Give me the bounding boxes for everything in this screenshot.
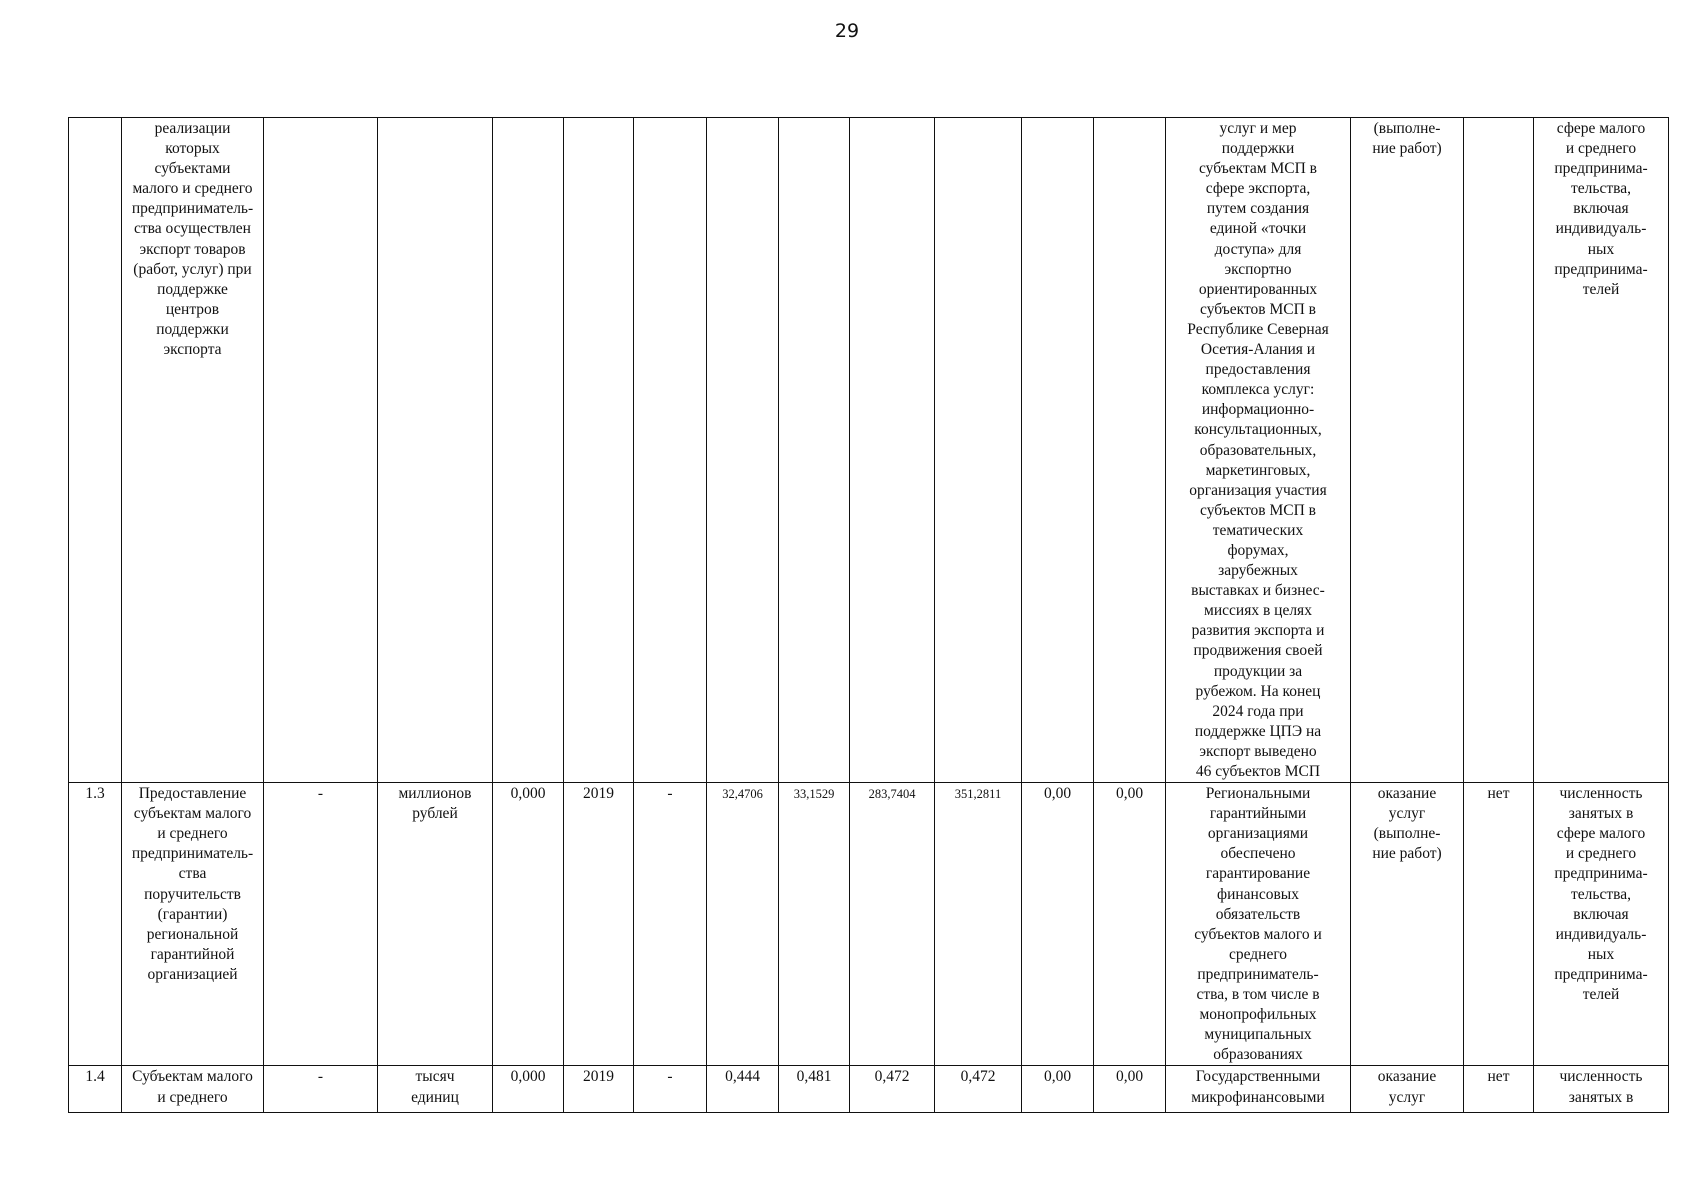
cell	[564, 118, 634, 783]
cell-value: 283,7404	[850, 783, 935, 1066]
cell-value: 0,472	[935, 1066, 1022, 1113]
cell-number	[69, 118, 122, 783]
cell-base-year: 2019	[564, 1066, 634, 1113]
cell-value: -	[634, 1066, 707, 1113]
cell-value: 0,472	[850, 1066, 935, 1113]
table-row	[69, 783, 1669, 1066]
table-row	[69, 118, 1669, 783]
cell-value: -	[634, 783, 707, 1066]
cell-number: 1.4	[69, 1066, 122, 1113]
cell-unit: миллионов рублей	[378, 783, 493, 1066]
cell	[707, 118, 779, 783]
cell-indicator-name: Предоставление субъектам малого и среднего предприниматель- ства поручительств (гарантии) региональной гарантийной организацией	[122, 783, 264, 1066]
cell-related-indicator: сфере малого и среднего предпринима- тельства, включая индивидуаль- ных предпринима- телей	[1534, 118, 1669, 783]
cell-unit	[378, 118, 493, 783]
cell-related-indicator: численность занятых в сфере малого и среднего предпринима- тельства, включая индивидуаль- ных предпринима- телей	[1534, 783, 1669, 1066]
cell-level: -	[264, 1066, 378, 1113]
cell-value: 32,4706	[707, 783, 779, 1066]
cell-base-year: 2019	[564, 783, 634, 1066]
cell	[493, 118, 564, 783]
cell	[264, 118, 378, 783]
cell	[1464, 118, 1534, 783]
cell-value: 0,00	[1094, 783, 1166, 1066]
table-row	[69, 1066, 1669, 1113]
page-number: 29	[834, 20, 860, 42]
cell-number: 1.3	[69, 783, 122, 1066]
cell	[1094, 118, 1166, 783]
cell-description: услуг и мер поддержки субъектам МСП в сфере экспорта, путем создания единой «точки доступа» для экспортно ориентированных субъектов МСП в Республике Северная Осетия-Алания и предоставления комплекса услуг: информационно- консультационных, образовательных, маркетинговых, организация участия субъектов МСП в тематических форумах, зарубежных выставках и бизнес- миссиях в целях развития экспорта и продвижения своей продукции за рубежом. На конец 2024 года при поддержке ЦПЭ на экспорт выведено 46 субъектов МСП	[1166, 118, 1351, 783]
cell-description: Государственными микрофинансовыми	[1166, 1066, 1351, 1113]
cell-value: 33,1529	[779, 783, 850, 1066]
cell-related-indicator: численность занятых в	[1534, 1066, 1669, 1113]
cell-flag: нет	[1464, 783, 1534, 1066]
cell-base-value: 0,000	[493, 783, 564, 1066]
indicators-table	[68, 117, 1669, 1113]
cell-value: 351,2811	[935, 783, 1022, 1066]
cell-flag: нет	[1464, 1066, 1534, 1113]
cell-value: 0,00	[1022, 1066, 1094, 1113]
cell-indicator-name: Субъектам малого и среднего	[122, 1066, 264, 1113]
cell	[1022, 118, 1094, 783]
cell	[779, 118, 850, 783]
cell	[634, 118, 707, 783]
cell-value: 0,00	[1022, 783, 1094, 1066]
cell-value: 0,444	[707, 1066, 779, 1113]
cell-level: -	[264, 783, 378, 1066]
cell-description: Региональными гарантийными организациями обеспечено гарантирование финансовых обязательств субъектов малого и среднего предприниматель- ства, в том числе в монопрофильных муниципальных образованиях	[1166, 783, 1351, 1066]
cell-type: оказание услуг	[1351, 1066, 1464, 1113]
cell-value: 0,00	[1094, 1066, 1166, 1113]
cell	[850, 118, 935, 783]
cell-unit: тысяч единиц	[378, 1066, 493, 1113]
cell-indicator-name: реализации которых субъектами малого и среднего предприниматель- ства осуществлен экспорт товаров (работ, услуг) при поддержке центров поддержки экспорта	[122, 118, 264, 783]
cell-value: 0,481	[779, 1066, 850, 1113]
cell-type: (выполне- ние работ)	[1351, 118, 1464, 783]
cell	[935, 118, 1022, 783]
cell-base-value: 0,000	[493, 1066, 564, 1113]
cell-type: оказание услуг (выполне- ние работ)	[1351, 783, 1464, 1066]
